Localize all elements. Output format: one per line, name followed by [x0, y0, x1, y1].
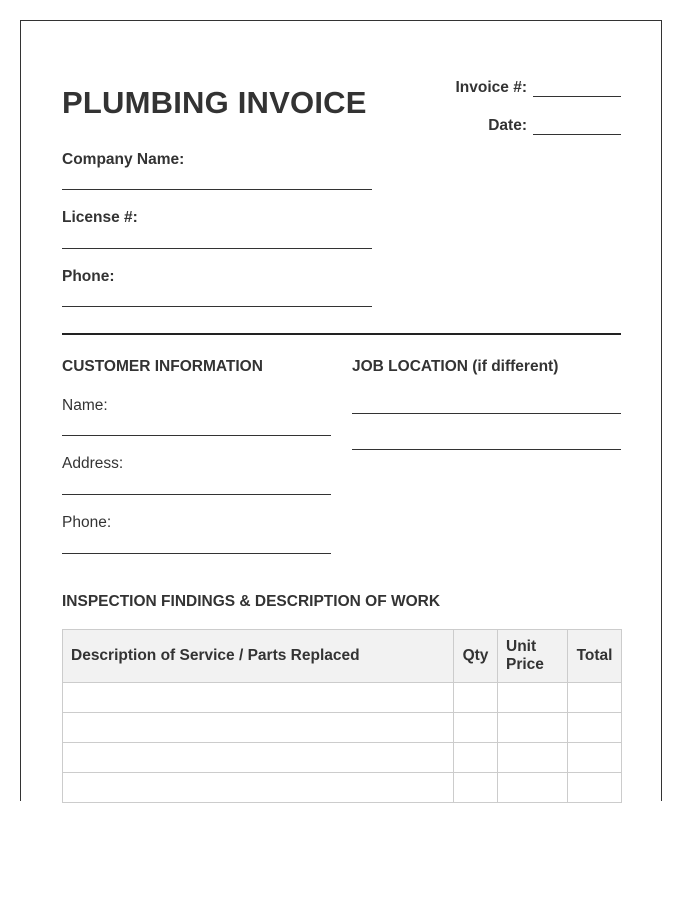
work-description-heading: INSPECTION FINDINGS & DESCRIPTION OF WORK: [62, 593, 441, 610]
column-header-description: Description of Service / Parts Replaced: [63, 630, 454, 683]
company-phone-line[interactable]: [62, 306, 372, 307]
invoice-number-line[interactable]: [533, 82, 621, 97]
section-divider: [62, 333, 621, 335]
total-cell[interactable]: [568, 683, 622, 713]
column-header-total: Total: [568, 630, 622, 683]
total-cell[interactable]: [568, 773, 622, 803]
description-cell[interactable]: [63, 743, 454, 773]
qty-cell[interactable]: [454, 713, 498, 743]
column-header-qty: Qty: [454, 630, 498, 683]
description-cell[interactable]: [63, 683, 454, 713]
table-row: [63, 713, 622, 743]
qty-cell[interactable]: [454, 683, 498, 713]
unit-price-cell[interactable]: [498, 743, 568, 773]
description-cell[interactable]: [63, 773, 454, 803]
date-label: Date:: [488, 117, 527, 134]
invoice-page: [20, 20, 662, 801]
customer-info-heading: CUSTOMER INFORMATION: [62, 358, 263, 375]
table-row: [63, 743, 622, 773]
table-header-row: [63, 630, 622, 683]
qty-cell[interactable]: [454, 743, 498, 773]
date-line[interactable]: [533, 120, 621, 135]
job-location-line-2[interactable]: [352, 449, 621, 450]
job-location-heading: JOB LOCATION (if different): [352, 358, 559, 375]
customer-address-line[interactable]: [62, 494, 331, 495]
job-location-line-1[interactable]: [352, 413, 621, 414]
customer-phone-label: Phone:: [62, 514, 112, 531]
table-row: [63, 773, 622, 803]
document-title: PLUMBING INVOICE: [62, 85, 367, 120]
description-cell[interactable]: [63, 713, 454, 743]
license-label: License #:: [62, 209, 138, 226]
customer-name-label: Name:: [62, 397, 108, 414]
customer-address-label: Address:: [62, 455, 124, 472]
total-cell[interactable]: [568, 743, 622, 773]
company-name-line[interactable]: [62, 189, 372, 190]
column-header-unit-price: Unit Price: [498, 630, 568, 683]
customer-phone-line[interactable]: [62, 553, 331, 554]
invoice-number-label: Invoice #:: [455, 79, 527, 96]
total-cell[interactable]: [568, 713, 622, 743]
company-phone-label: Phone:: [62, 268, 115, 285]
qty-cell[interactable]: [454, 773, 498, 803]
unit-price-cell[interactable]: [498, 683, 568, 713]
date-field: [488, 117, 621, 135]
customer-name-line[interactable]: [62, 435, 331, 436]
unit-price-cell[interactable]: [498, 713, 568, 743]
table-row: [63, 683, 622, 713]
invoice-number-field: [456, 79, 622, 97]
license-line[interactable]: [62, 248, 372, 249]
company-name-label: Company Name:: [62, 151, 185, 168]
line-items-table: [62, 629, 622, 803]
unit-price-cell[interactable]: [498, 773, 568, 803]
